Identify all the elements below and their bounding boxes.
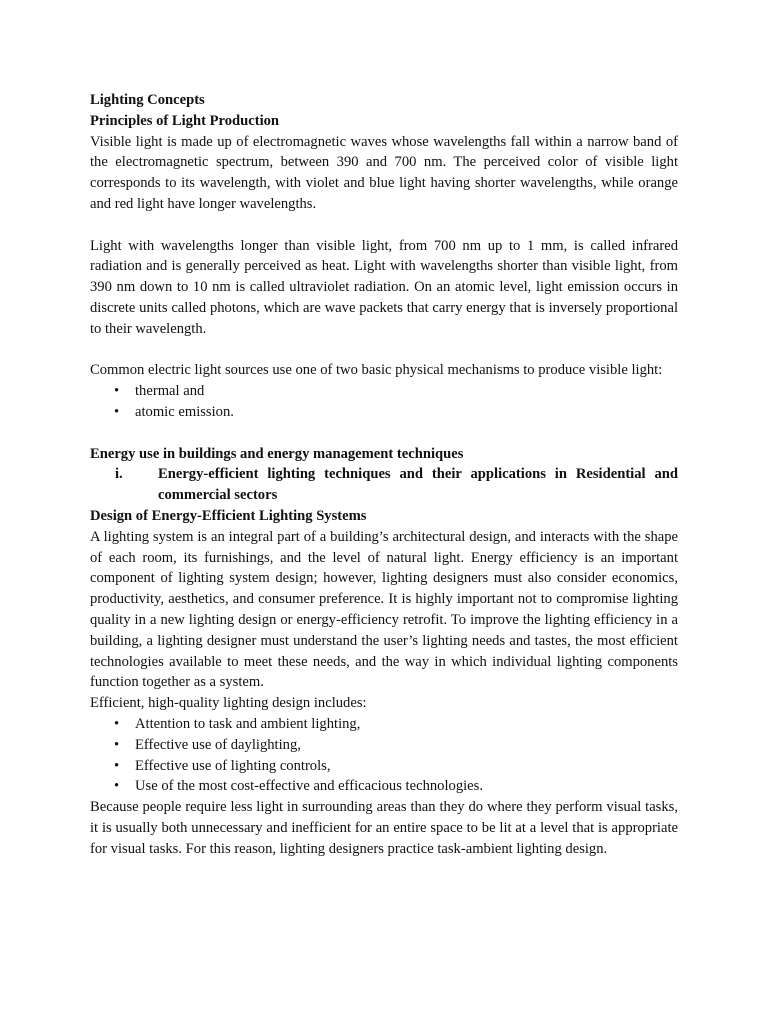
document-page [90,90,678,859]
bullet-icon: • [114,403,120,420]
list-item [90,402,678,423]
section-heading-energy-use: Energy use in buildings and energy management techniques [90,445,464,462]
list-item-text: thermal and [135,383,205,400]
section-heading-principles: Principles of Light Production [90,112,280,129]
paragraph-task-ambient: Because people require less light in surrounding areas than they do where they perform visual tasks, it is usually both unnecessary and inefficient for an entire space to be lit at a level that is appropriate for visual tasks. For this reason, lighting designers practice task-ambient lighting design. [90,799,678,857]
paragraph-light-sources: Common electric light sources use one of two basic physical mechanisms to produce visible light: [90,362,663,379]
list-item-text: atomic emission. [135,403,234,420]
roman-list-item-text: Energy-efficient lighting techniques and their applications in Residential and commercial sectors [158,466,678,504]
bullet-icon: • [114,383,120,400]
mechanism-list [90,381,678,423]
list-item-text: Use of the most cost-effective and efficacious technologies. [135,778,483,795]
document-title: Lighting Concepts [90,92,205,108]
paragraph-spacer [90,340,678,361]
roman-numeral-marker: i. [115,466,123,483]
list-item-text: Attention to task and ambient lighting, [135,715,361,732]
paragraph-infrared-ultraviolet: Light with wavelengths longer than visible light, from 700 nm up to 1 mm, is called infrared radiation and is generally perceived as heat. Light with wavelengths shorter than visible light, from 390 nm down to 10 nm is called ultraviolet radiation. On an atomic level, light emission occurs in discrete units called photons, which are wave packets that carry energy that is inversely proportional to their wavelength. [90,237,678,337]
paragraph-visible-light: Visible light is made up of electromagnetic waves whose wavelengths fall within a narrow band of the electromagnetic spectrum, between 390 and 700 nm. The perceived color of visible light corresponds to its wavelength, with violet and blue light having shorter wavelengths, while orange and red light have longer wavelengths. [90,133,678,212]
paragraph-design-includes: Efficient, high-quality lighting design includes: [90,695,367,712]
section-heading-design: Design of Energy-Efficient Lighting Systems [90,507,367,524]
list-item [90,381,678,402]
list-item-text: Effective use of lighting controls, [135,757,331,774]
bullet-icon: • [114,715,120,732]
paragraph-spacer [90,215,678,236]
list-item [90,756,678,777]
bullet-icon: • [114,778,120,795]
list-item [90,776,678,797]
list-item-text: Effective use of daylighting, [135,736,301,753]
bullet-icon: • [114,736,120,753]
list-item [90,714,678,735]
bullet-icon: • [114,757,120,774]
paragraph-lighting-system: A lighting system is an integral part of a building’s architectural design, and interacts with the shape of each room, its furnishings, and the level of natural light. Energy efficiency is an important component of lighting system design; however, lighting designers must also consider economics, productivity, aesthetics, and consumer preference. It is highly important not to compromise lighting quality in a new lighting design or energy-efficiency retrofit. To improve the lighting efficiency in a building, a lighting designer must understand the user’s lighting needs and tastes, the most efficient technologies available to meet these needs, and the way in which individual lighting components function together as a system. [90,528,678,691]
design-criteria-list [90,714,678,797]
list-item [90,735,678,756]
roman-list-item [90,464,678,506]
paragraph-spacer [90,423,678,444]
